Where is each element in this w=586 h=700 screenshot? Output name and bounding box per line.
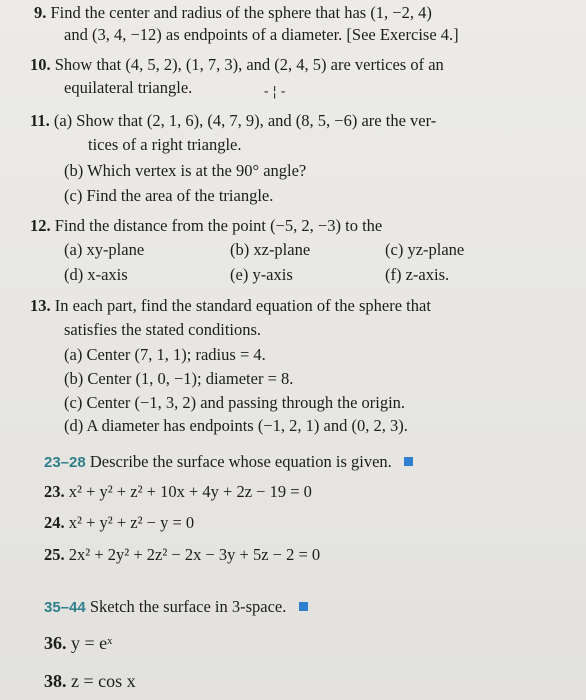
problem-number: 36. [44,633,67,653]
section-instruction: Sketch the surface in 3-space. [89,597,287,616]
problem-13a: (a) Center (7, 1, 1); radius = 4. [64,345,266,364]
section-35-44-header [44,597,308,618]
option-d: (d) x-axis [64,265,128,284]
section-range: 35–44 [44,599,86,616]
problem-13-cont: satisfies the stated conditions. [64,320,262,339]
end-square-icon [299,602,308,611]
option-f: (f) z-axis. [385,265,450,284]
problem-9 [34,3,432,23]
problem-10 [30,55,444,75]
problem-13 [30,296,431,316]
problem-9-cont: and (3, 4, −12) as endpoints of a diameter. [See Exercise 4.] [64,25,459,44]
option-b: (b) xz-plane [230,240,311,259]
text-cursor-icon: -¦- [262,84,288,100]
problem-text: Find the center and radius of the sphere that has (1, −2, 4) [50,3,432,22]
problem-number: 12. [30,216,51,235]
problem-10-cont: equilateral triangle. [64,78,193,97]
problem-equation: y = eˣ [71,633,113,653]
problem-text: (a) Show that (2, 1, 6), (4, 7, 9), and (8, 5, −6) are the ver- [53,111,437,130]
problem-13b: (b) Center (1, 0, −1); diameter = 8. [64,369,294,388]
problem-number: 24. [44,513,65,532]
problem-13c: (c) Center (−1, 3, 2) and passing through the origin. [64,393,406,412]
problem-number: 38. [44,671,67,691]
problem-13d: (d) A diameter has endpoints (−1, 2, 1) and (0, 2, 3). [64,416,408,435]
problem-equation: 2x² + 2y² + 2z² − 2x − 3y + 5z − 2 = 0 [68,545,321,564]
problem-number: 25. [44,545,65,564]
problem-23 [44,482,312,502]
problem-number: 10. [30,55,51,74]
problem-11a-cont: tices of a right triangle. [88,135,242,154]
problem-24 [44,513,194,533]
problem-number: 9. [34,3,47,22]
problem-equation: x² + y² + z² + 10x + 4y + 2z − 19 = 0 [68,482,312,501]
problem-11c: (c) Find the area of the triangle. [64,186,274,205]
problem-equation: z = cos x [71,671,136,691]
problem-text: Find the distance from the point (−5, 2, −3) to the [54,216,383,235]
problem-25 [44,545,320,565]
problem-11b: (b) Which vertex is at the 90° angle? [64,161,307,180]
problem-number: 13. [30,296,51,315]
section-instruction: Describe the surface whose equation is given. [89,452,392,471]
option-a: (a) xy-plane [64,240,145,259]
end-square-icon [404,457,413,466]
problem-equation: x² + y² + z² − y = 0 [68,513,195,532]
problem-text: In each part, find the standard equation of the sphere that [54,296,431,315]
section-range: 23–28 [44,454,86,471]
option-e: (e) y-axis [230,265,293,284]
problem-12 [30,216,382,236]
problem-number: 11. [30,111,50,130]
problem-number: 23. [44,482,65,501]
section-23-28-header [44,452,413,473]
option-c: (c) yz-plane [385,240,465,259]
problem-11 [30,111,436,131]
problem-38 [44,671,136,691]
problem-36 [44,633,112,653]
problem-text: Show that (4, 5, 2), (1, 7, 3), and (2, 4, 5) are vertices of an [54,55,444,74]
